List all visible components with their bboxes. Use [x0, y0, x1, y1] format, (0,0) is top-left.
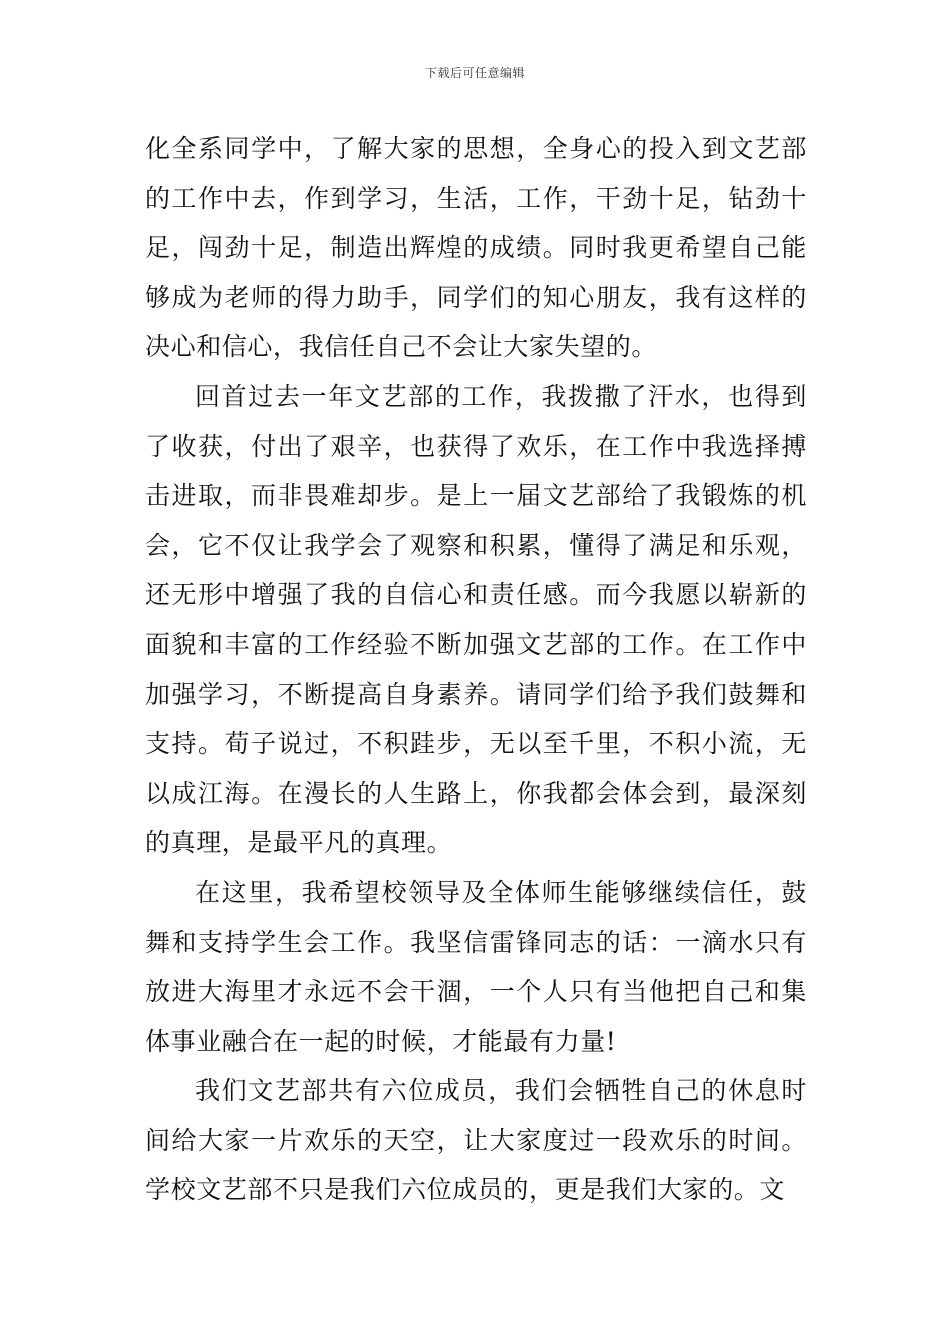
paragraph-continuation: 化全系同学中，了解大家的思想，全身心的投入到文艺部的工作中去，作到学习，生活，工作，干劲十足，钻劲十足，闯劲十足，制造出辉煌的成绩。同时我更希望自己能够成为老师的得力助手，同学们的知心朋友，我有这样的决心和信心，我信任自己不会让大家失望的。	[145, 134, 807, 362]
paragraph-review: 回首过去一年文艺部的工作，我拨撒了汗水，也得到了收获，付出了艰辛，也获得了欢乐，在工作中我选择搏击进取，而非畏难却步。是上一届文艺部给了我锻炼的机会，它不仅让我学会了观察和积累，懂得了满足和乐观，还无形中增强了我的自信心和责任感。而今我愿以崭新的面貌和丰富的工作经验不断加强文艺部的工作。在工作中加强学习，不断提高自身素养。请同学们给予我们鼓舞和支持。荀子说过，不积跬步，无以至千里，不积小流，无以成江海。在漫长的人生路上，你我都会体会到，最深刻的真理，是最平凡的真理。	[145, 381, 807, 858]
document-body	[145, 124, 807, 1215]
paragraph-hope: 在这里，我希望校领导及全体师生能够继续信任，鼓舞和支持学生会工作。我坚信雷锋同志的话：一滴水只有放进大海里才永远不会干涸，一个人只有当他把自己和集体事业融合在一起的时候，才能最有力量!	[145, 877, 807, 1056]
paragraph-members: 我们文艺部共有六位成员，我们会牺牲自己的休息时间给大家一片欢乐的天空，让大家度过一段欢乐的时间。学校文艺部不只是我们六位成员的，更是我们大家的。文	[145, 1076, 807, 1205]
page-header: 下载后可任意编辑	[424, 66, 525, 80]
